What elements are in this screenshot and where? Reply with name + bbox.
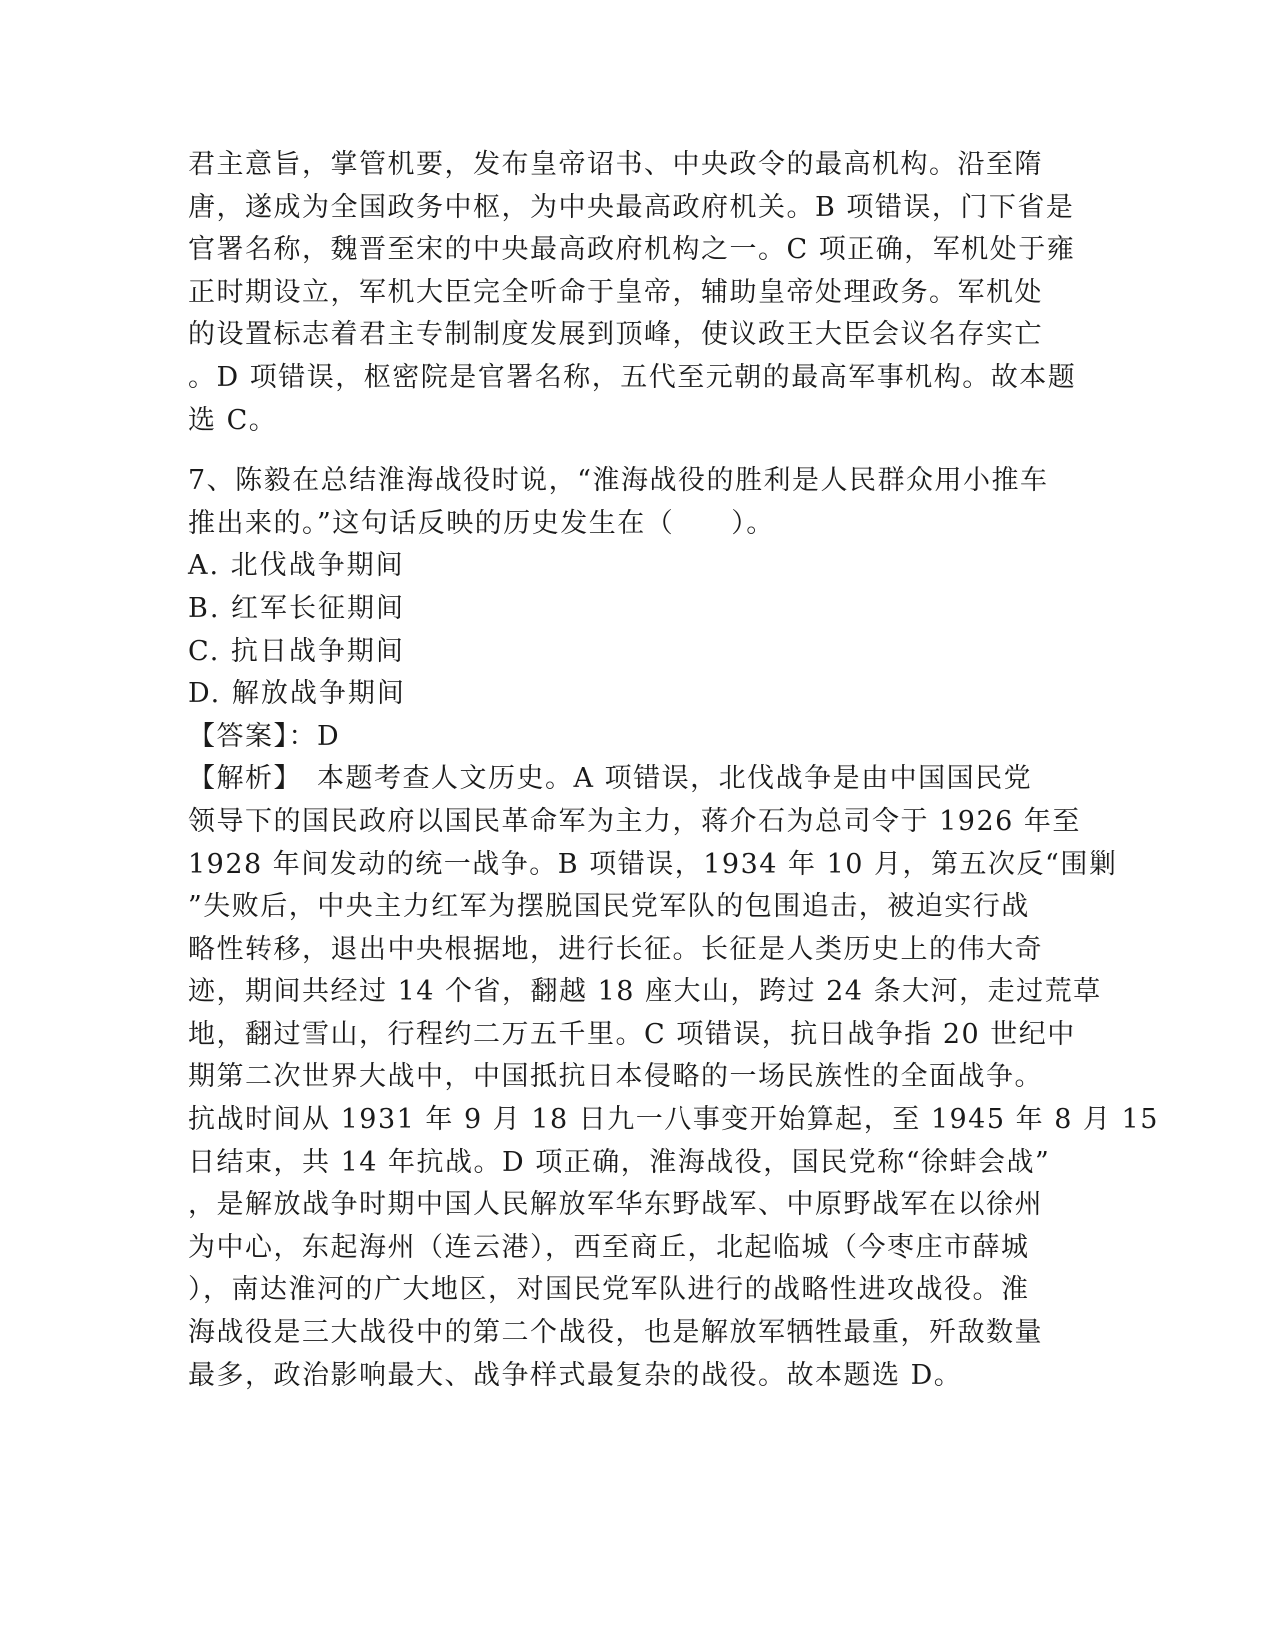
explanation-line: 海战役是三大战役中的第二个战役，也是解放军牺牲最重，歼敌数量 xyxy=(188,1317,1043,1349)
explanation-line: 期第二次世界大战中，中国抵抗日本侵略的一场民族性的全面战争。 xyxy=(188,1061,1043,1093)
question-stem-line: 7、陈毅在总结淮海战役时说，“淮海战役的胜利是人民群众用小推车 xyxy=(188,465,1049,497)
text-line: 君主意旨，掌管机要，发布皇帝诏书、中央政令的最高机构。沿至隋 xyxy=(188,149,1043,180)
explanation-line: 1928 年间发动的统一战争。B 项错误，1934 年 10 月，第五次反“围剿 xyxy=(188,848,1118,880)
explanation xyxy=(188,758,1159,1397)
text-line: 的设置标志着君主专制制度发展到顶峰，使议政王大臣会议名存实亡 xyxy=(188,319,1043,351)
explanation-line: ”失败后，中央主力红军为摆脱国民党军队的包围追击，被迫实行战 xyxy=(188,891,1030,923)
question-block xyxy=(188,460,1159,1397)
text-line: 唐，遂成为全国政务中枢，为中央最高政府机关。B 项错误，门下省是 xyxy=(188,191,1075,223)
answer-line: 【答案】：D xyxy=(188,720,341,752)
text-line: 官署名称，魏晋至宋的中央最高政府机构之一。C 项正确，军机处于雍 xyxy=(188,234,1076,266)
option-c: C. 抗日战争期间 xyxy=(188,635,405,667)
document-page xyxy=(188,144,1159,1397)
explanation-line: 【解析】 本题考查人文历史。A 项错误，北伐战争是由中国国民党 xyxy=(188,763,1033,795)
explanation-line: 略性转移，退出中央根据地，进行长征。长征是人类历史上的伟大奇 xyxy=(188,933,1043,965)
explanation-line: 最多，政治影响最大、战争样式最复杂的战役。故本题选 D。 xyxy=(188,1359,963,1391)
explanation-line: ），南达淮河的广大地区，对国民党军队进行的战略性进攻战役。淮 xyxy=(188,1274,1030,1306)
option-a: A. 北伐战争期间 xyxy=(188,550,405,582)
question-stem-line: 推出来的。”这句话反映的历史发生在（ ）。 xyxy=(188,507,775,539)
explanation-line: 领导下的国民政府以国民革命军为主力，蒋介石为总司令于 1926 年至 xyxy=(188,805,1081,837)
text-line: 。D 项错误，枢密院是官署名称，五代至元朝的最高军事机构。故本题 xyxy=(188,361,1077,393)
explanation-line: 日结束，共 14 年抗战。D 项正确，淮海战役，国民党称“徐蚌会战” xyxy=(188,1146,1051,1178)
previous-explanation xyxy=(188,144,1078,442)
explanation-line: ，是解放战争时期中国人民解放军华东野战军、中原野战军在以徐州 xyxy=(188,1189,1043,1221)
explanation-line: 地，翻过雪山，行程约二万五千里。C 项错误，抗日战争指 20 世纪中 xyxy=(188,1018,1076,1050)
text-line: 选 C。 xyxy=(188,404,278,436)
explanation-line: 迹，期间共经过 14 个省，翻越 18 座大山，跨过 24 条大河，走过荒草 xyxy=(188,976,1102,1008)
text-line: 正时期设立，军机大臣完全听命于皇帝，辅助皇帝处理政务。军机处 xyxy=(188,276,1043,308)
explanation-line: 为中心，东起海州（连云港），西至商丘，北起临城（今枣庄市薛城 xyxy=(188,1231,1030,1263)
option-b: B. 红军长征期间 xyxy=(188,592,406,624)
explanation-line: 抗战时间从 1931 年 9 月 18 日九一八事变开始算起，至 1945 年 8 月 15 xyxy=(188,1104,1159,1136)
option-d: D. 解放战争期间 xyxy=(188,678,406,710)
